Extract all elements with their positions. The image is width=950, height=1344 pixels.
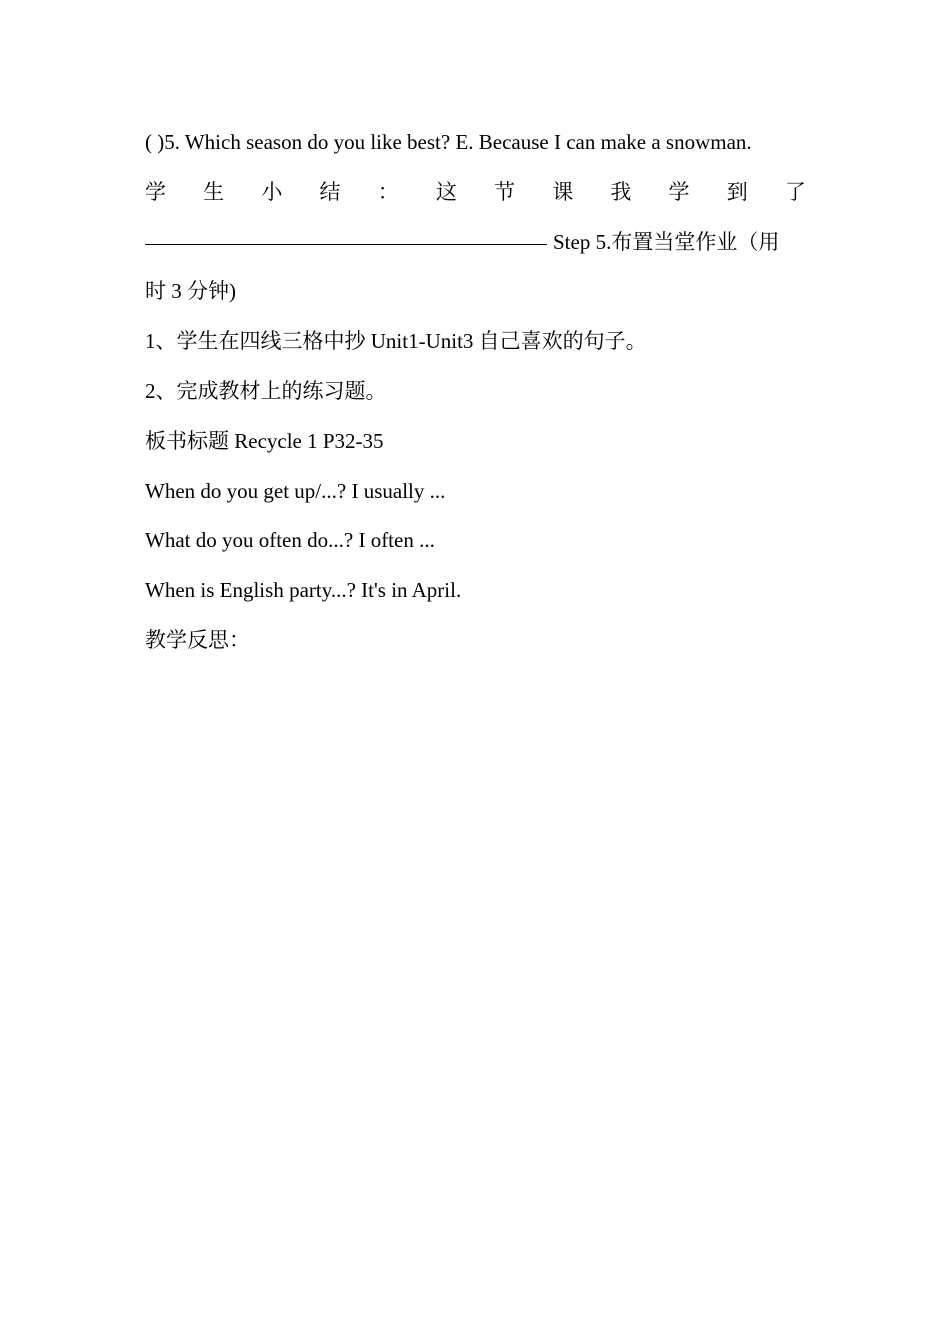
homework-item-1: 1、学生在四线三格中抄 Unit1-Unit3 自己喜欢的句子。 [145, 329, 647, 354]
board-title: 板书标题 Recycle 1 P32-35 [145, 428, 384, 453]
summary-char: 了 [784, 179, 806, 204]
summary-char: 这 [435, 179, 457, 204]
summary-char: 生 [203, 179, 225, 204]
question-5: ( )5. Which season do you like best? E. Because I can make a snowman. [145, 130, 752, 154]
homework-item-2: 2、完成教材上的练习题。 [145, 378, 387, 403]
step5-text: Step 5.布置当堂作业（用 [553, 229, 780, 254]
board-line-3: When is English party...? It's in April. [145, 578, 462, 603]
summary-char: ： [377, 179, 399, 204]
board-line-1: When do you get up/...? I usually ... [145, 478, 446, 503]
document-page [145, 118, 806, 666]
summary-char: 结 [319, 179, 341, 204]
summary-char: 小 [261, 179, 283, 204]
summary-char: 节 [494, 179, 516, 204]
summary-char: 学 [145, 179, 166, 204]
step5-line [145, 218, 806, 268]
step5-continuation: 时 3 分钟) [145, 279, 236, 304]
student-summary-line [145, 168, 806, 218]
fill-blank [145, 244, 547, 245]
summary-char: 我 [610, 179, 632, 204]
summary-char: 学 [668, 179, 690, 204]
teaching-reflection: 教学反思： [145, 627, 250, 652]
summary-char: 到 [726, 179, 748, 204]
board-line-2: What do you often do...? I often ... [145, 528, 435, 553]
summary-char: 课 [552, 179, 574, 204]
